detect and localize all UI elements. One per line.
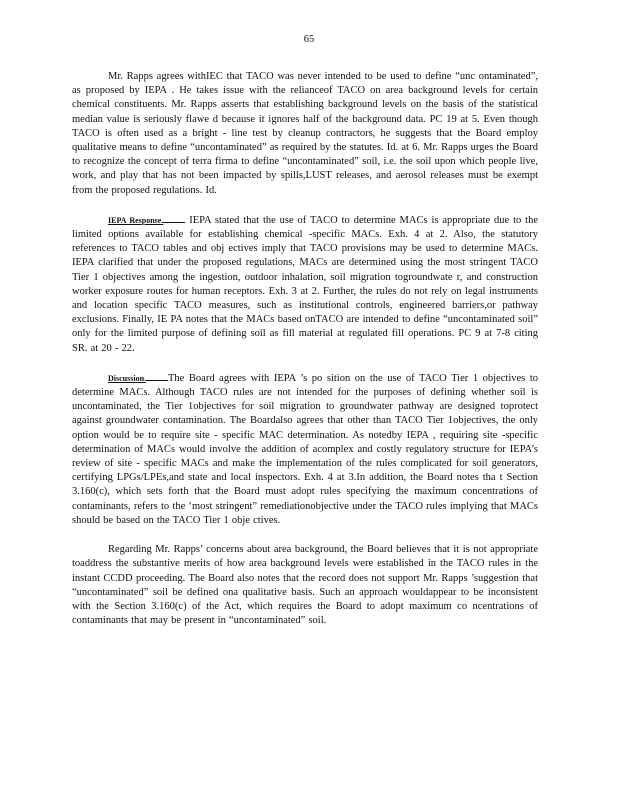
paragraph-iepa-response	[72, 213, 538, 356]
section-heading-iepa-response: IEPA Response.	[108, 215, 164, 225]
paragraph-area-background	[72, 543, 538, 628]
paragraph-text: Regarding Mr. Rapps’ concerns about area background, the Board believes that it is not appropriate toaddress the substantive merits of how area background levels were established in the TACO rules in the instant CCDD proceeding. The Board also notes that the record does not support Mr. Rapps ’suggestion that “uncontaminated” soil be defined ona qualitative basis. Such an approach wouldappear to be inconsistent with the Section 3.160(c) of the Act, which requires the Board to adopt maximum co ncentrations of contaminants that may be present in “uncontaminated” soil.	[72, 544, 538, 627]
page-number: 65	[303, 34, 315, 45]
paragraph-spacer	[72, 356, 538, 371]
paragraph-spacer	[72, 528, 538, 543]
heading-underline	[146, 371, 168, 381]
paragraph-rapps-comments	[72, 70, 538, 198]
paragraph-text: Mr. Rapps agrees withIEC that TACO was never intended to be used to define “unc ontaminated”, as proposed by IEPA . He takes issue with the relianceof TACO on area background levels for certain chemical constituents. Mr. Rapps asserts that establishing background levels on the basis of the statistical median value is seriously flawe d because it ignores half of the background data. PC 19 at 5. Even though TACO is often used as a bright - line test by cleanup contractors, he suggests that the Board employ qualitative means to define “uncontaminated” as required by the statutes. Id. at 6. Mr. Rapps urges the Board to recognize the concept of terra firma to define “uncontaminated” soil, i.e. the soil upon which people live, work, and play that has not been impacted by spills,LUST releases, and aerosol releases must be exempt from the proposed regulations. Id.	[72, 71, 538, 196]
heading-underline	[163, 213, 185, 223]
paragraph-spacer	[72, 198, 538, 213]
document-body	[72, 70, 538, 628]
paragraph-text: The Board agrees with IEPA ’s po sition on the use of TACO Tier 1 objectives to determine MACs. Although TACO rules are not intended for the purposes of defining whether soil is uncontaminated, the Tier 1objectives for soil migration to groundwater pathway are designed toprotect against groundwater contamination. The Boardalso agrees that other than TACO Tier 1objectives, the only option would be to require site - specific MAC determination. As notedby IEPA , requiring site -specific determination of MACs would involve the addition of acomplex and costly regulatory structure for IEPA’s review of site - specific MACs and make the implementation of the rules complicated for soil generators, certifying LPGs/LPEs,and state and local inspectors. Exh. 4 at 3.In addition, the Board notes tha t Section 3.160(c), which sets forth that the Board must adopt rules specifying the maximum concentrations of contaminants, refers to the ‘most stringent” remediationobjective under the TACO rules implying that MACs should be based on the TACO Tier 1 obje ctives.	[72, 372, 538, 526]
section-heading-discussion: Discussion.	[108, 373, 147, 383]
paragraph-text: IEPA stated that the use of TACO to determine MACs is appropriate due to the limited options available for establishing chemical -specific MACs. Exh. 4 at 2. Also, the statutory references to TACO tables and obj ectives imply that TACO provisions may be used to determine MACs. IEPA clarified that under the proposed regulations, MACs are determined using the most stringent TACO Tier 1 objectives among the ingestion, outdoor inhalation, soil migration togroundwate r, and construction worker exposure routes for human receptors. Exh. 3 at 2. Further, the rules do not rely on legal instruments and location specific TACO measures, such as institutional controls, engineered barriers,or pathway exclusions. Finally, IE PA notes that the MACs based onTACO are intended to define “uncontaminated soil” only for the limited purpose of defining soil as fill material at regulated fill operations. PC 9 at 7-8 citing SR. at 20 - 22.	[72, 214, 538, 354]
paragraph-discussion	[72, 371, 538, 528]
